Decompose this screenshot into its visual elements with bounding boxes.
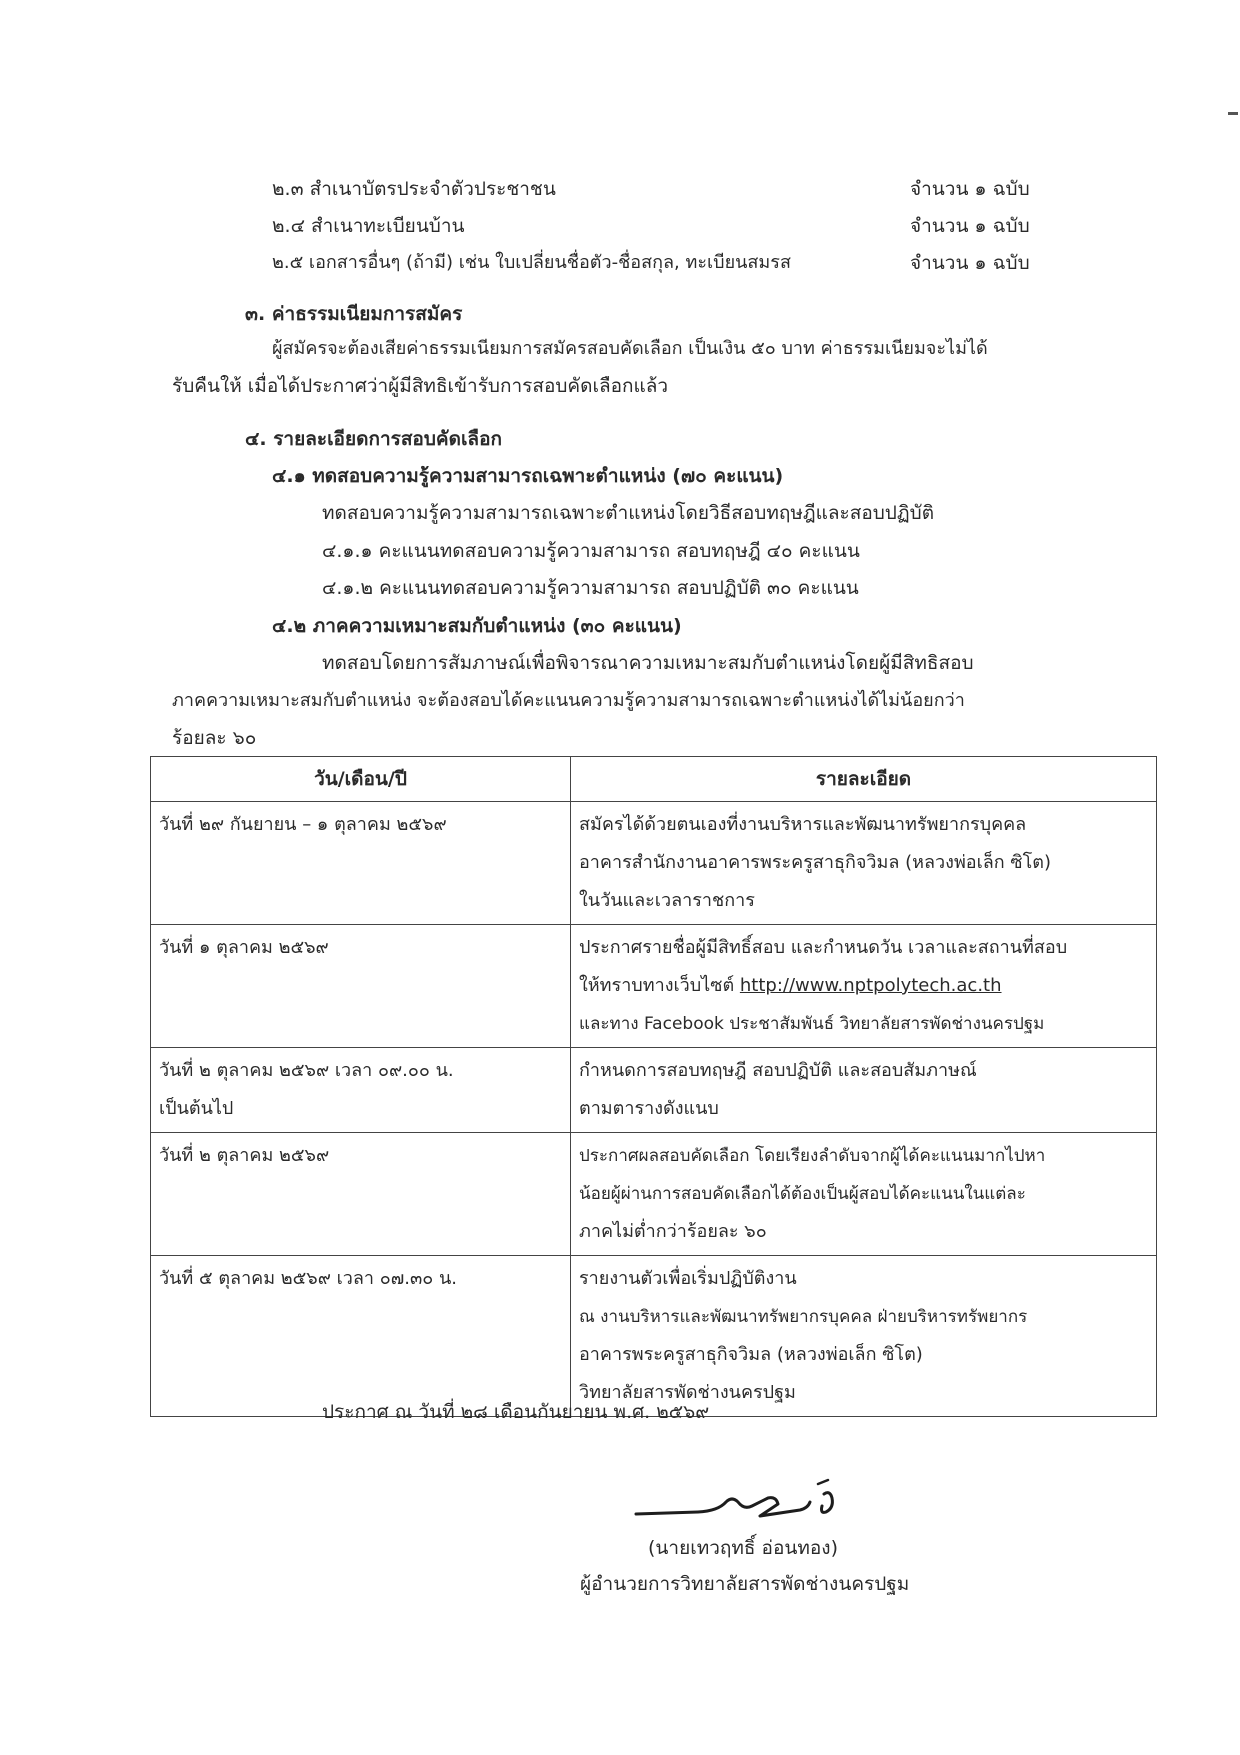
fee-heading: ๓. ค่าธรรมเนียมการสมัคร	[245, 303, 463, 325]
detail-text: ให้ทราบทางเว็บไซต์	[579, 975, 735, 996]
doc-qty-2-5: จำนวน ๑ ฉบับ	[910, 252, 1030, 274]
table-row	[151, 1256, 1157, 1417]
table-row	[151, 925, 1157, 1048]
scan-edge-mark	[1228, 112, 1238, 115]
website-link[interactable]: http://www.nptpolytech.ac.th	[739, 975, 1002, 996]
date-line: วันที่ ๑ ตุลาคม ๒๕๖๙	[159, 937, 329, 958]
detail-line: ภาคไม่ต่ำกว่าร้อยละ ๖๐	[579, 1221, 767, 1242]
fee-paragraph-line-2: รับคืนให้ เมื่อได้ประกาศว่าผู้มีสิทธิเข้ารับการสอบคัดเลือกแล้ว	[172, 375, 669, 397]
signer-title: ผู้อำนวยการวิทยาลัยสารพัดช่างนครปฐม	[580, 1573, 910, 1595]
detail-line: ประกาศรายชื่อผู้มีสิทธิ์สอบ และกำหนดวัน เวลาและสถานที่สอบ	[579, 937, 1068, 958]
fee-paragraph-line-1: ผู้สมัครจะต้องเสียค่าธรรมเนียมการสมัครสอบคัดเลือก เป็นเงิน ๕๐ บาท ค่าธรรมเนียมจะไม่ได้	[272, 338, 988, 359]
detail-line: และทาง Facebook ประชาสัมพันธ์ วิทยาลัยสารพัดช่างนครปฐม	[579, 1014, 1045, 1034]
detail-line	[579, 967, 1148, 1005]
row-detail	[571, 1256, 1157, 1417]
detail-line: ประกาศผลสอบคัดเลือก โดยเรียงลำดับจากผู้ได้คะแนนมากไปหา	[579, 1146, 1046, 1166]
section-4-2-line-2: ภาคความเหมาะสมกับตำแหน่ง จะต้องสอบได้คะแนนความรู้ความสามารถเฉพาะตำแหน่งได้ไม่น้อยกว่า	[172, 690, 965, 711]
detail-line: วิทยาลัยสารพัดช่างนครปฐม	[579, 1382, 796, 1403]
detail-line: ณ งานบริหารและพัฒนาทรัพยากรบุคคล ฝ่ายบริหารทรัพยากร	[579, 1307, 1028, 1327]
doc-item-2-5: ๒.๕ เอกสารอื่นๆ (ถ้ามี) เช่น ใบเปลี่ยนชื่อตัว-ชื่อสกุล, ทะเบียนสมรส	[272, 252, 791, 273]
section-4-2-line-3: ร้อยละ ๖๐	[172, 727, 257, 749]
date-line: วันที่ ๒ ตุลาคม ๒๕๖๙	[159, 1145, 330, 1166]
date-line: วันที่ ๒ ตุลาคม ๒๕๖๙ เวลา ๐๙.๐๐ น.	[159, 1060, 454, 1081]
doc-qty-2-3: จำนวน ๑ ฉบับ	[910, 178, 1030, 200]
doc-item-2-4: ๒.๔ สำเนาทะเบียนบ้าน	[272, 215, 465, 237]
row-date	[151, 1048, 571, 1133]
section-4-1-2: ๔.๑.๒ คะแนนทดสอบความรู้ความสามารถ สอบปฏิบัติ ๓๐ คะแนน	[322, 577, 859, 599]
table-row	[151, 1133, 1157, 1256]
header-detail: รายละเอียด	[571, 757, 1157, 802]
table-header-row	[151, 757, 1157, 802]
row-detail	[571, 1133, 1157, 1256]
detail-line: น้อยผู้ผ่านการสอบคัดเลือกได้ต้องเป็นผู้สอบได้คะแนนในแต่ละ	[579, 1184, 1026, 1204]
signer-name: (นายเทวฤทธิ์ อ่อนทอง)	[648, 1537, 838, 1559]
row-detail	[571, 1048, 1157, 1133]
detail-line: ในวันและเวลาราชการ	[579, 890, 755, 911]
detail-line: ตามตารางดังแนบ	[579, 1098, 719, 1119]
section-4-1-1: ๔.๑.๑ คะแนนทดสอบความรู้ความสามารถ สอบทฤษฎี ๔๐ คะแนน	[322, 540, 860, 562]
doc-qty-2-4: จำนวน ๑ ฉบับ	[910, 215, 1030, 237]
section-4-2-heading: ๔.๒ ภาคความเหมาะสมกับตำแหน่ง (๓๐ คะแนน)	[272, 615, 682, 637]
row-detail	[571, 802, 1157, 925]
header-date: วัน/เดือน/ปี	[151, 757, 571, 802]
detail-line: อาคารสำนักงานอาคารพระครูสาธุกิจวิมล (หลวงพ่อเล็ก ซิโต)	[579, 852, 1052, 873]
row-date	[151, 802, 571, 925]
detail-line: สมัครได้ด้วยตนเองที่งานบริหารและพัฒนาทรัพยากรบุคคล	[579, 814, 1027, 835]
date-line: วันที่ ๕ ตุลาคม ๒๕๖๙ เวลา ๐๗.๓๐ น.	[159, 1268, 458, 1289]
detail-line: รายงานตัวเพื่อเริ่มปฏิบัติงาน	[579, 1268, 797, 1289]
section-4-1-heading: ๔.๑ ทดสอบความรู้ความสามารถเฉพาะตำแหน่ง (๗๐ คะแนน)	[272, 465, 784, 487]
signature-image	[628, 1472, 848, 1532]
table-row	[151, 802, 1157, 925]
announcement-date: ประกาศ ณ วันที่ ๒๘ เดือนกันยายน พ.ศ. ๒๕๖๙	[322, 1401, 710, 1423]
table-row	[151, 1048, 1157, 1133]
section-4-2-line-1: ทดสอบโดยการสัมภาษณ์เพื่อพิจารณาความเหมาะสมกับตำแหน่งโดยผู้มีสิทธิสอบ	[322, 652, 974, 674]
row-date	[151, 1133, 571, 1256]
row-date	[151, 925, 571, 1048]
doc-item-2-3: ๒.๓ สำเนาบัตรประจำตัวประชาชน	[272, 178, 556, 200]
date-line: วันที่ ๒๙ กันยายน – ๑ ตุลาคม ๒๕๖๙	[159, 814, 447, 835]
selection-heading: ๔. รายละเอียดการสอบคัดเลือก	[245, 428, 502, 450]
schedule-table	[150, 756, 1157, 1417]
row-detail	[571, 925, 1157, 1048]
detail-line: อาคารพระครูสาธุกิจวิมล (หลวงพ่อเล็ก ซิโต)	[579, 1344, 923, 1365]
section-4-1-text: ทดสอบความรู้ความสามารถเฉพาะตำแหน่งโดยวิธีสอบทฤษฎีและสอบปฏิบัติ	[322, 502, 935, 524]
detail-line: กำหนดการสอบทฤษฎี สอบปฏิบัติ และสอบสัมภาษณ์	[579, 1060, 977, 1081]
date-line: เป็นต้นไป	[159, 1098, 234, 1119]
row-date	[151, 1256, 571, 1417]
